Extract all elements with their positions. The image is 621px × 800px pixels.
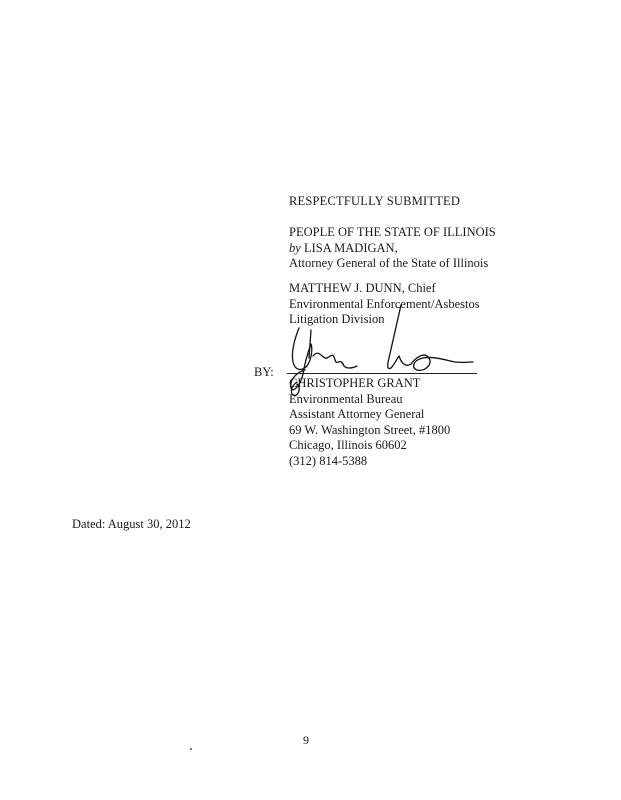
people-line: PEOPLE OF THE STATE OF ILLINOIS: [289, 225, 496, 239]
people-block: [289, 225, 496, 272]
division-name-line-2: Litigation Division: [289, 312, 385, 326]
address-city: Chicago, Illinois 60602: [289, 438, 407, 452]
signature-line: [287, 373, 477, 374]
submission-heading: RESPECTFULLY SUBMITTED: [289, 194, 461, 208]
signer-bureau: Environmental Bureau: [289, 391, 403, 406]
signer-title: Assistant Attorney General: [289, 407, 425, 421]
division-name-line-1: Environmental Enforcement/Asbestos: [289, 296, 480, 311]
page-number: 9: [303, 733, 309, 747]
attorney-general-title: Attorney General of the State of Illinois: [289, 256, 489, 270]
dated-line: Dated: August 30, 2012: [72, 517, 191, 531]
address-street: 69 W. Washington Street, #1800: [289, 422, 451, 437]
by-label: BY:: [254, 365, 274, 379]
division-chief-line: MATTHEW J. DUNN, Chief: [289, 281, 436, 295]
attorney-general-name: LISA MADIGAN,: [303, 240, 398, 255]
by-attorney-general-line: [289, 241, 496, 257]
by-prefix: by: [289, 240, 301, 255]
scan-speck: [190, 748, 192, 750]
phone-number: (312) 814-5388: [289, 453, 368, 468]
signer-block: [289, 376, 450, 469]
signer-name: CHRISTOPHER GRANT: [289, 376, 421, 390]
